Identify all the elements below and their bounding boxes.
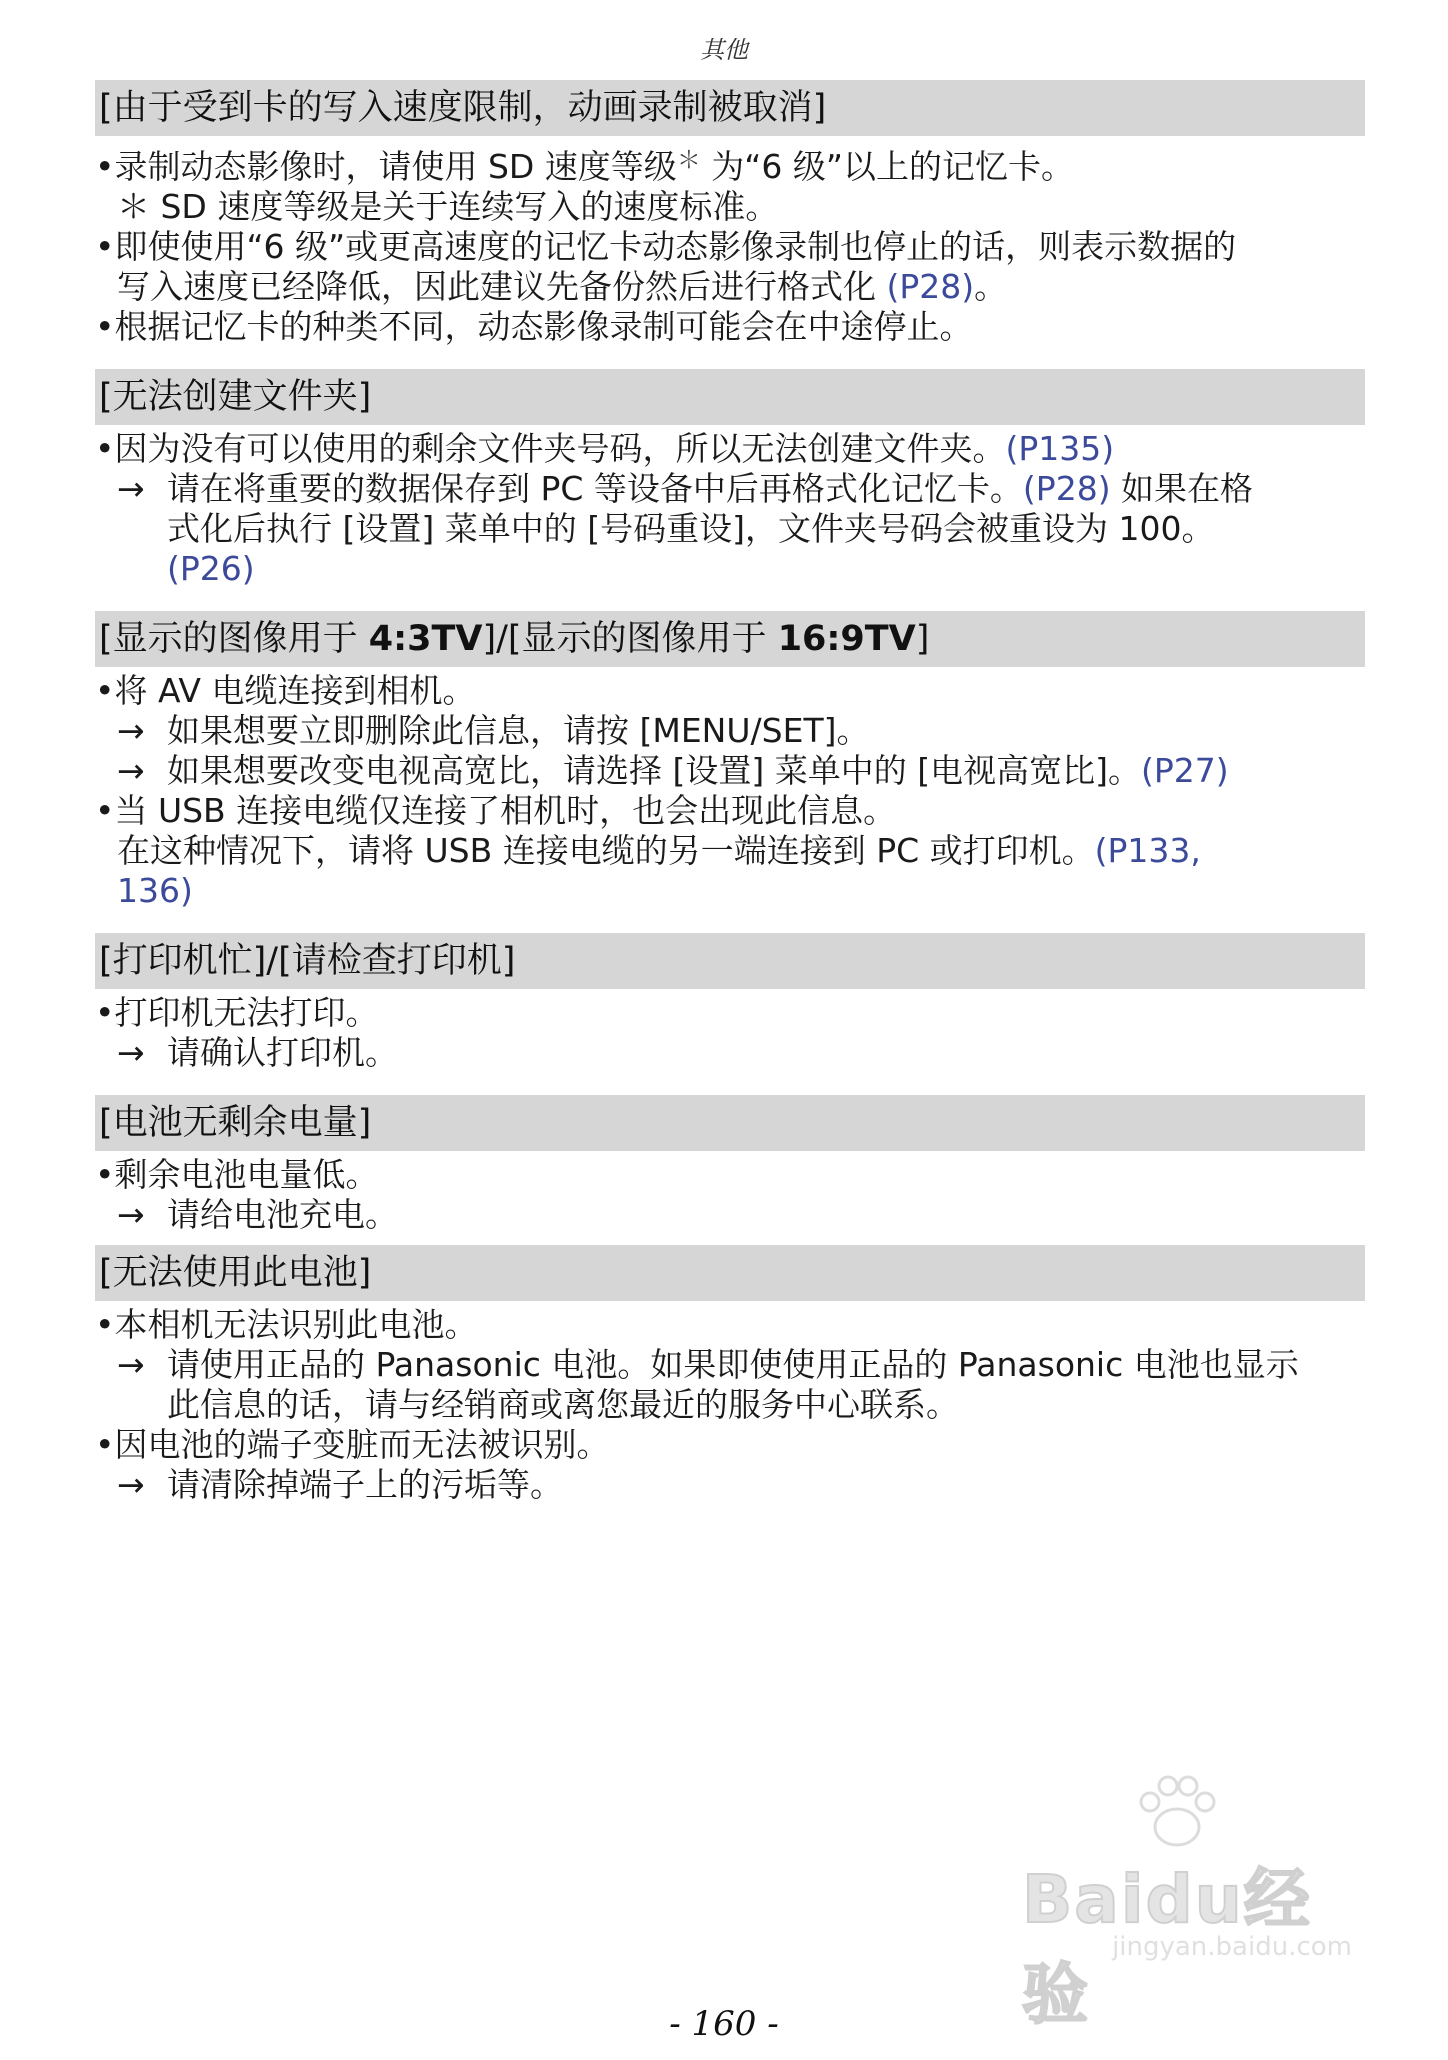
section-title: [无法使用此电池] [95,1245,1365,1301]
list-item: •将 AV 电缆连接到相机。 [95,671,476,710]
page-reference-link[interactable]: (P28) [886,267,975,306]
page-reference-link[interactable]: (P27) [1140,751,1229,790]
section-cannot-create-folder [95,369,1365,589]
section-printer-busy [95,933,1365,1073]
arrow-instruction [95,1465,1365,1505]
arrow-instruction [95,751,1365,791]
arrow-instruction-continuation [95,1385,1365,1425]
item-text: 请清除掉端子上的污垢等。 [167,1465,563,1504]
item-text: 请在将重要的数据保存到 PC 等设备中后再格式化记忆卡。 [167,469,1023,508]
baidu-watermark [1022,1772,1352,2033]
title-part: ] [915,619,930,659]
section-title: [打印机忙]/[请检查打印机] [95,933,1365,989]
arrow-instruction-continuation [95,549,1365,589]
page-reference-link[interactable]: (P26) [167,549,255,588]
document-content [95,80,1365,1527]
arrow-icon: → [117,1195,145,1234]
arrow-icon: → [117,1345,145,1384]
item-text: 如果在格 [1110,469,1254,508]
arrow-instruction [95,1195,1365,1235]
list-item [95,140,1365,187]
arrow-instruction-continuation [95,509,1365,549]
title-part: ]/[显示的图像用于 [482,619,778,659]
page-number: - 160 - [669,2004,779,2044]
title-part: 4:3TV [368,619,483,659]
item-text: 为“6 级”以上的记忆卡。 [700,147,1074,186]
page-reference-link[interactable]: (P28) [1022,469,1111,508]
item-text: 请给电池充电。 [167,1195,398,1234]
list-item-continuation [95,267,1365,307]
list-item: •剩余电池电量低。 [95,1155,379,1194]
list-item: •根据记忆卡的种类不同，动态影像录制可能会在中途停止。 [95,307,973,346]
footnote: ＊ SD 速度等级是关于连续写入的速度标准。 [117,187,779,226]
page-reference-link[interactable]: 136) [117,871,193,910]
item-text: 式化后执行 [设置] 菜单中的 [号码重设]，文件夹号码会被重设为 100。 [167,509,1215,548]
list-item: •打印机无法打印。 [95,993,379,1032]
arrow-instruction [95,711,1365,751]
section-title [95,611,1365,667]
arrow-icon: → [117,469,145,508]
title-part: 16:9TV [777,619,916,659]
arrow-instruction [95,1345,1365,1385]
list-item [95,429,1365,469]
arrow-icon: → [117,1465,145,1504]
arrow-icon: → [117,711,145,750]
item-text: 在这种情况下，请将 USB 连接电缆的另一端连接到 PC 或打印机。 [117,831,1095,870]
asterisk-mark: ＊ [676,146,701,174]
list-item-continuation [95,871,1365,911]
arrow-instruction [95,469,1365,509]
section-battery-exhausted [95,1095,1365,1235]
section-title: [电池无剩余电量] [95,1095,1365,1151]
item-text: •录制动态影像时，请使用 SD 速度等级 [95,147,677,186]
item-text: 写入速度已经降低，因此建议先备份然后进行格式化 [117,267,876,306]
item-text: 。 [974,267,1008,306]
item-text: 如果想要立即删除此信息，请按 [MENU/SET]。 [167,711,870,750]
list-item: •本相机无法识别此电池。 [95,1305,478,1344]
section-aspect-ratio [95,611,1365,911]
arrow-instruction [95,1033,1365,1073]
section-recording-cancelled [95,80,1365,347]
section-title: [无法创建文件夹] [95,369,1365,425]
list-item: •因电池的端子变脏而无法被识别。 [95,1425,610,1464]
list-item: •即使使用“6 级”或更高速度的记忆卡动态影像录制也停止的话，则表示数据的 [95,227,1237,266]
section-title: [由于受到卡的写入速度限制，动画录制被取消] [95,80,1365,136]
arrow-icon: → [117,751,145,790]
title-part: [显示的图像用于 [99,619,369,659]
item-text: 此信息的话，请与经销商或离您最近的服务中心联系。 [167,1385,959,1424]
arrow-icon: → [117,1033,145,1072]
watermark-logo: Baidu经验 [1022,1861,1312,2033]
section-battery-unusable [95,1245,1365,1505]
list-item: •当 USB 连接电缆仅连接了相机时，也会出现此信息。 [95,791,897,830]
item-text: 如果想要改变电视高宽比，请选择 [设置] 菜单中的 [电视高宽比]。 [167,751,1141,790]
list-item-continuation [95,831,1365,871]
item-text: 请确认打印机。 [167,1033,398,1072]
watermark-url: jingyan.baidu.com [1112,1932,1352,1962]
page-reference-link[interactable]: (P133, [1094,831,1201,870]
page-header: 其他 [700,36,748,64]
page-reference-link[interactable]: (P135) [1005,429,1115,468]
paw-icon [1132,1772,1222,1852]
item-text: 请使用正品的 Panasonic 电池。如果即使使用正品的 Panasonic 电池也显示 [167,1345,1299,1384]
item-text: •因为没有可以使用的剩余文件夹号码，所以无法创建文件夹。 [95,429,1006,468]
